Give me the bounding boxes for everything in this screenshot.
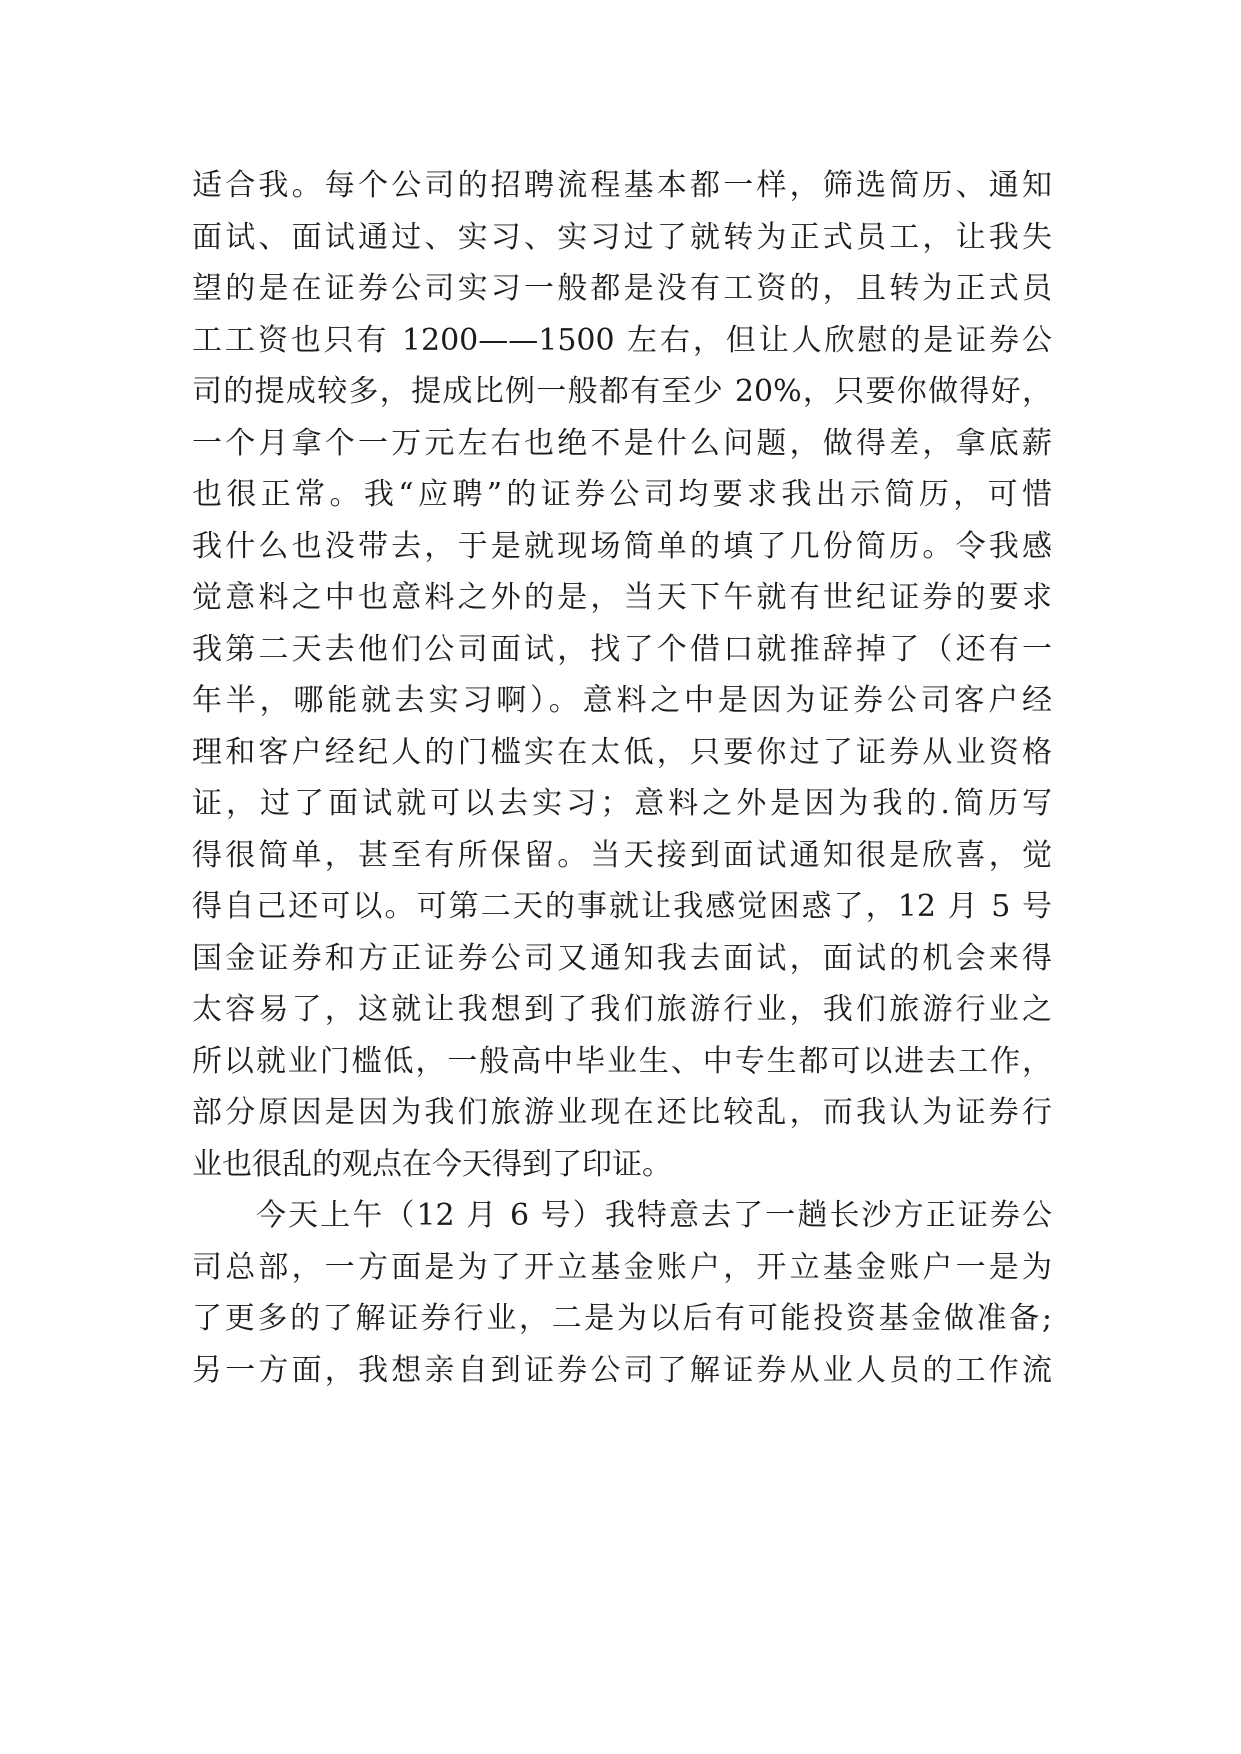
paragraph-start-line: 今天上午（12 月 6 号）我特意去了一趟长沙方正证券公 <box>256 1198 1052 1233</box>
text-line: 证，过了面试就可以去实习；意料之外是因为我的.简历写 <box>192 786 1052 821</box>
text-line: 理和客户经纪人的门槛实在太低，只要你过了证券从业资格 <box>192 734 1052 770</box>
text-line: 部分原因是因为我们旅游业现在还比较乱，而我认为证券行 <box>192 1095 1052 1130</box>
text-line: 了更多的了解证券行业，二是为以后有可能投资基金做准备; <box>192 1301 1052 1336</box>
text-line: 得很简单，甚至有所保留。当天接到面试通知很是欣喜，觉 <box>192 837 1052 873</box>
text-line: 国金证券和方正证券公司又通知我去面试，面试的机会来得 <box>192 940 1052 976</box>
paragraph-end-line: 业也很乱的观点在今天得到了印证。 <box>192 1146 672 1182</box>
text-line: 另一方面，我想亲自到证券公司了解证券从业人员的工作流 <box>192 1352 1052 1388</box>
text-line: 司的提成较多，提成比例一般都有至少 20%，只要你做得好， <box>192 374 1052 409</box>
text-line: 一个月拿个一万元左右也绝不是什么问题，做得差，拿底薪 <box>192 425 1052 461</box>
text-line: 太容易了，这就让我想到了我们旅游行业，我们旅游行业之 <box>192 992 1052 1027</box>
text-line: 所以就业门槛低，一般高中毕业生、中专生都可以进去工作， <box>192 1043 1052 1079</box>
text-line: 望的是在证券公司实习一般都是没有工资的，且转为正式员 <box>192 271 1052 306</box>
text-line: 年半，哪能就去实习啊）。意料之中是因为证券公司客户经 <box>192 683 1052 718</box>
text-line: 面试、面试通过、实习、实习过了就转为正式员工，让我失 <box>192 219 1052 255</box>
text-line: 得自己还可以。可第二天的事就让我感觉困惑了，12 月 5 号 <box>192 889 1052 924</box>
text-line: 适合我。每个公司的招聘流程基本都一样，筛选简历、通知 <box>192 168 1052 203</box>
body-text <box>192 160 1052 1396</box>
text-line: 我第二天去他们公司面试，找了个借口就推辞掉了（还有一 <box>192 631 1052 667</box>
text-line: 觉意料之中也意料之外的是，当天下午就有世纪证券的要求 <box>192 580 1052 615</box>
text-line: 也很正常。我“应聘”的证券公司均要求我出示简历，可惜 <box>192 477 1052 512</box>
text-line: 工工资也只有 1200——1500 左右，但让人欣慰的是证券公 <box>192 322 1052 358</box>
text-line: 我什么也没带去，于是就现场简单的填了几份简历。令我感 <box>192 528 1052 564</box>
text-line: 司总部，一方面是为了开立基金账户，开立基金账户一是为 <box>192 1249 1052 1285</box>
